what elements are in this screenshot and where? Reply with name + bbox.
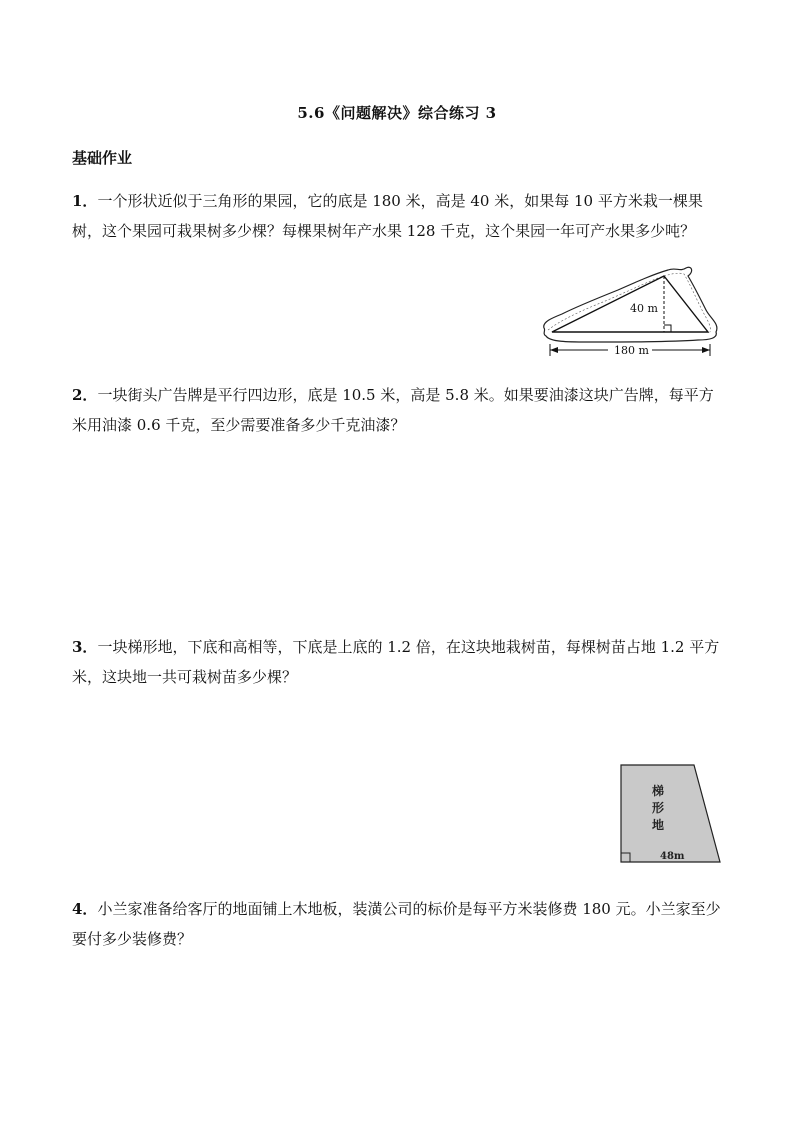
- trapezoid-label-3: 地: [652, 818, 665, 832]
- problem-text: 一个形状近似于三角形的果园，它的底是 180 米，高是 40 米，如果每 10 平方米栽一棵果树，这个果园可栽果树多少棵？每棵果树年产水果 128 千克，这个果园一年可产水果多少吨？: [72, 192, 703, 240]
- problem-4: [72, 894, 726, 954]
- problem-text: 一块梯形地，下底和高相等，下底是上底的 1.2 倍，在这块地栽树苗，每棵树苗占地 1.2 平方米，这块地一共可栽树苗多少棵？: [72, 638, 720, 686]
- arrow-right: [702, 347, 710, 353]
- problem-1: [72, 186, 726, 246]
- trapezoid-svg: [616, 762, 726, 866]
- arrow-left: [550, 347, 558, 353]
- section-heading: 基础作业: [72, 149, 133, 167]
- trapezoid-label-2: 形: [652, 801, 665, 815]
- problem-number: 3．: [72, 638, 98, 656]
- height-label: 40 m: [630, 302, 658, 315]
- trapezoid-field-figure: [616, 762, 726, 866]
- problem-number: 1．: [72, 192, 98, 210]
- problem-3: [72, 632, 726, 692]
- trapezoid-shape: [621, 765, 720, 862]
- problem-number: 2．: [72, 386, 98, 404]
- problem-number: 4．: [72, 900, 98, 918]
- problem-text: 小兰家准备给客厅的地面铺上木地板，装潢公司的标价是每平方米装修费 180 元。小兰家至少要付多少装修费？: [72, 900, 721, 948]
- trapezoid-label-1: 梯: [652, 784, 665, 798]
- page-title: 5.6《问题解决》综合练习 3: [297, 104, 497, 122]
- problem-text: 一块街头广告牌是平行四边形，底是 10.5 米，高是 5.8 米。如果要油漆这块广告牌，每平方米用油漆 0.6 千克，至少需要准备多少千克油漆？: [72, 386, 714, 434]
- base-label: 180 m: [614, 344, 649, 357]
- right-angle-mark: [664, 325, 671, 332]
- orchard-triangle-figure: [538, 262, 726, 362]
- problem-2: [72, 380, 726, 440]
- triangle-svg: [538, 262, 726, 362]
- trapezoid-base-label: 48m: [660, 851, 685, 862]
